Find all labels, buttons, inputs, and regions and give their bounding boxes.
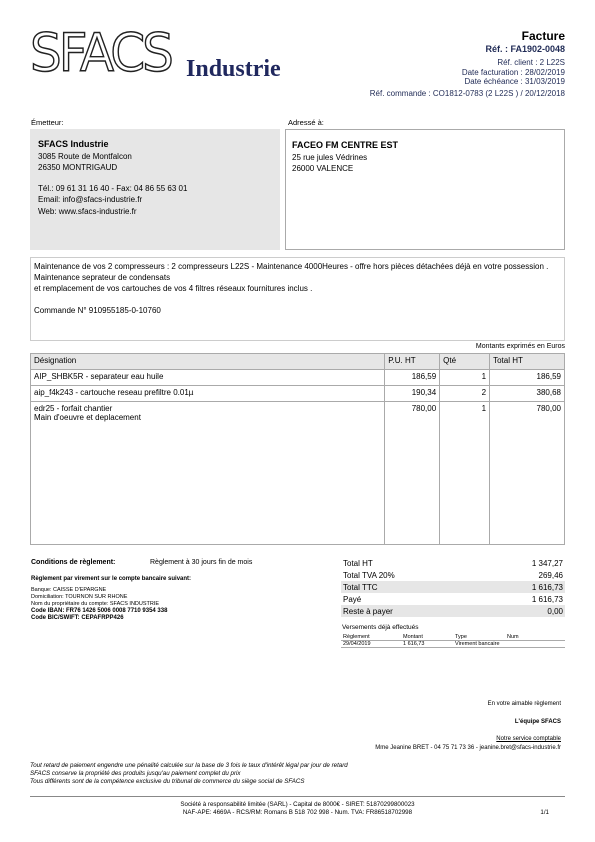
- item-qte: 2: [440, 386, 490, 402]
- vers-date: 29/04/2019: [341, 641, 401, 648]
- total-value: 1 347,27: [531, 558, 563, 568]
- currency-note: Montants exprimés en Euros: [475, 343, 565, 350]
- table-row: [31, 402, 565, 545]
- header-qte: Qté: [440, 354, 490, 370]
- adresse-address2: 26000 VALENCE: [292, 164, 354, 173]
- header-total: Total HT: [490, 354, 565, 370]
- versements-table: [341, 634, 565, 648]
- signature-line1: En votre aimable règlement: [487, 701, 561, 707]
- emetteur-name: SFACS Industrie: [38, 139, 109, 149]
- description-line1: Maintenance de vos 2 compresseurs : 2 compresseurs L22S - Maintenance 4000Heures - offre hors pièces détachées déjà en votre possession .: [34, 262, 549, 271]
- legal-line2: SFACS conserve la propriété des produits jusqu'au paiement complet du prix: [30, 770, 241, 777]
- totals-table: [341, 557, 565, 617]
- adresse-name: FACEO FM CENTRE EST: [292, 140, 399, 150]
- total-row: [341, 581, 565, 593]
- vers-header: Règlement: [341, 634, 401, 641]
- item-designation: AIP_SHBK5R - separateur eau huile: [31, 370, 385, 386]
- logo-industrie: Industrie: [186, 56, 281, 82]
- bank-bic: Code BIC/SWIFT: CEPAFRPP426: [31, 615, 124, 621]
- header-designation: Désignation: [31, 354, 385, 370]
- total-label: Payé: [343, 594, 362, 604]
- item-total: 186,59: [490, 370, 565, 386]
- bank-iban: Code IBAN: FR76 1426 5006 0008 7710 9354 338: [31, 608, 168, 614]
- ref-commande: Réf. commande : CO1812-0783 (2 L22S ) / 20/12/2018: [369, 89, 565, 98]
- page-number: 1/1: [540, 809, 549, 816]
- legal-line3: Tous différents sont de la compétence exclusive du tribunal de commerce du siège social de SFACS: [30, 778, 305, 785]
- description-line3: et remplacement de vos cartouches de vos 4 filtres réseaux fournitures inclus .: [34, 284, 313, 293]
- vers-header: Type: [453, 634, 505, 641]
- legal-line1: Tout retard de paiement engendre une pénalité calculée sur la base de 3 fois le taux d'intérêt légal par jour de retard: [30, 762, 348, 769]
- vers-num: [505, 641, 565, 648]
- date-facturation: Date facturation : 28/02/2019: [461, 68, 565, 77]
- virement-label: Règlement par virement sur le compte bancaire suivant:: [31, 576, 192, 582]
- total-row: [341, 557, 565, 569]
- total-value: 1 616,73: [478, 581, 565, 593]
- items-header-row: [31, 354, 565, 370]
- emetteur-box: [30, 129, 280, 250]
- item-designation-detail: Main d'oeuvre et deplacement: [34, 413, 141, 422]
- emetteur-web: Web: www.sfacs-industrie.fr: [38, 206, 137, 216]
- item-total: 380,68: [490, 386, 565, 402]
- emetteur-address1: 3085 Route de Montfalcon: [38, 151, 132, 161]
- description-line2: Maintenance seprateur de condensats: [34, 273, 171, 282]
- conditions-label: Conditions de règlement:: [31, 559, 116, 566]
- total-row: [341, 569, 565, 581]
- bank-owner: Nom du propriétaire du compte: SFACS INDUSTRIE: [31, 601, 160, 607]
- item-pu: 190,34: [385, 386, 440, 402]
- description-line4: Commande N° 910955185-0-10760: [34, 306, 161, 315]
- total-row: [341, 605, 565, 617]
- table-row: [31, 370, 565, 386]
- legal-notice: [30, 762, 348, 786]
- items-table: [30, 353, 565, 545]
- item-total: 780,00: [490, 402, 565, 545]
- item-pu: 780,00: [385, 402, 440, 545]
- emetteur-phone: Tél.: 09 61 31 16 40 - Fax: 04 86 55 63 01: [38, 183, 188, 193]
- item-qte: 1: [440, 402, 490, 545]
- invoice-title: Facture: [521, 29, 565, 43]
- total-label: Total HT: [343, 558, 373, 568]
- signature-line2: L'équipe SFACS: [514, 719, 561, 725]
- footer-divider: [30, 796, 565, 797]
- footer-line1: Société à responsabilité limitée (SARL) - Capital de 8000€ - SIRET: 51870299800023: [180, 801, 415, 808]
- description-box: [30, 257, 565, 341]
- vers-header: Montant: [401, 634, 453, 641]
- adresse-address1: 25 rue jules Védrines: [292, 152, 368, 162]
- bank-domiciliation: Domiciliation: TOURNON SUR RHONE: [31, 594, 128, 600]
- invoice-ref: Réf. : FA1902-0048: [485, 44, 565, 54]
- bank-info: [31, 587, 167, 622]
- vers-amount: 1 616,73: [401, 641, 453, 648]
- conditions-value: Règlement à 30 jours fin de mois: [150, 559, 253, 566]
- item-designation: aip_f4k243 - cartouche reseau prefiltre 0.01µ: [31, 386, 385, 402]
- total-label: Total TVA 20%: [343, 570, 395, 580]
- item-designation: edr25 - forfait chantier: [34, 404, 113, 413]
- versements-title: Versements déjà effectués: [342, 624, 419, 631]
- total-value: 0,00: [478, 605, 565, 617]
- item-designation-cell: [31, 402, 385, 545]
- table-row: [31, 386, 565, 402]
- signature-line4: Mme Jeanine BRET - 04 75 71 73 36 - jeanine.bret@sfacs-industrie.fr: [375, 745, 561, 751]
- bank-name: Banque: CAISSE D'EPARGNE: [31, 587, 107, 593]
- total-label: Reste à payer: [341, 605, 478, 617]
- adresse-box: [285, 129, 565, 250]
- date-echeance: Date échéance : 31/03/2019: [464, 77, 565, 86]
- emetteur-label: Émetteur:: [31, 118, 64, 127]
- total-value: 269,46: [538, 570, 563, 580]
- signature-line3: Notre service comptable: [496, 736, 561, 742]
- footer-line2: NAF-APE: 4669A - RCS/RM: Romans B 518 702 998 - Num. TVA: FR86518702998: [182, 809, 413, 816]
- item-pu: 186,59: [385, 370, 440, 386]
- emetteur-address2: 26350 MONTRIGAUD: [38, 163, 118, 172]
- logo-sfacs: SFACS: [30, 22, 171, 84]
- adresse-label: Adressé à:: [288, 118, 324, 127]
- client-ref: Réf. client : 2 L22S: [497, 58, 565, 67]
- total-value: 1 616,73: [531, 594, 563, 604]
- item-qte: 1: [440, 370, 490, 386]
- header-pu: P.U. HT: [385, 354, 440, 370]
- vers-header: Num: [505, 634, 565, 641]
- table-row: [341, 641, 565, 648]
- vers-type: Virement bancaire: [453, 641, 505, 648]
- emetteur-email: Email: info@sfacs-industrie.fr: [38, 195, 143, 204]
- total-row: [341, 593, 565, 605]
- total-label: Total TTC: [341, 581, 478, 593]
